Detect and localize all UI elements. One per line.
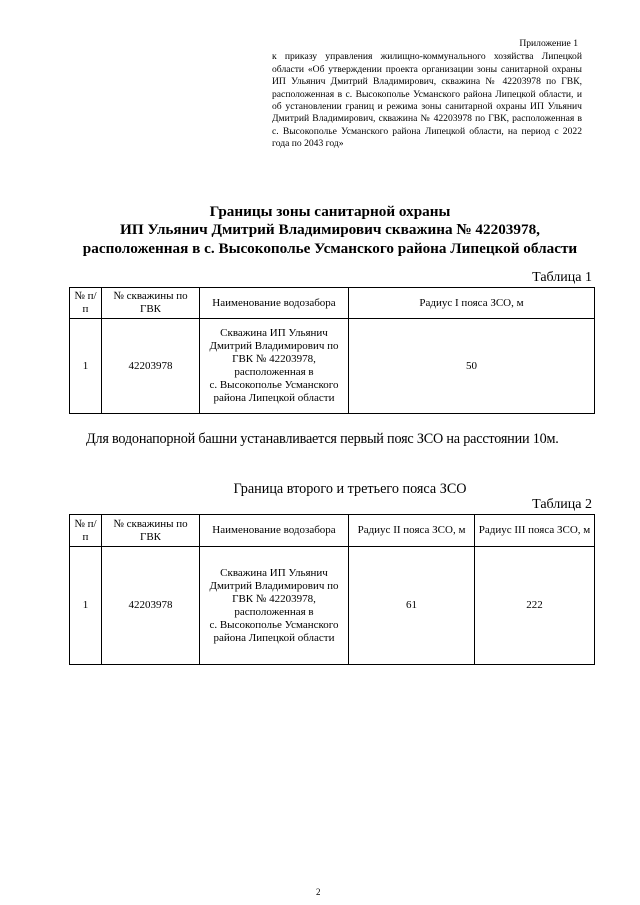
appendix-heading: Приложение 1 [519,38,578,49]
document-title [30,203,630,258]
page-number: 2 [316,887,321,897]
section-subtitle: Граница второго и третьего пояса ЗСО [233,481,467,497]
table2-header-well: № скважины по ГВК [102,515,200,547]
table2-caption: Таблица 2 [532,497,592,512]
table2-header-radius3: Радиус III пояса ЗСО, м [475,515,595,547]
appendix-block [272,38,582,151]
table2-header-num: № п/п [70,515,102,547]
table2-header-radius2: Радиус II пояса ЗСО, м [349,515,475,547]
name-line: ГВК № 42203978, [232,353,316,365]
table1-caption: Таблица 1 [532,270,592,285]
name-line: района Липецкой области [213,392,335,404]
table1-cell-num: 1 [70,319,102,414]
table1-header-row [70,288,595,319]
appendix-text: к приказу управления жилищно-коммунального хозяйства Липецкой области «Об утверждении проекта организации зоны санитарной охраны ИП Ульянич Дмитрий Владимирович, скважина № 42203978 по ГВК, расположенная в с. Высокополье Усманского района Липецкой области, и об установлении границ и режима зоны санитарной охраны ИП Ульянич Дмитрий Владимирович, скважина № 42203978 по ГВК, расположенная в с. Высокополье Усманского района Липецкой области, на период с 2022 года по 2043 год» [272,51,582,150]
table1-header-name: Наименование водозабора [200,288,349,319]
table2-cell-name [200,547,349,665]
table1-cell-name [200,319,349,414]
table1-header-num: № п/п [70,288,102,319]
name-line: расположенная в [234,366,314,378]
table-row [70,319,595,414]
name-line: района Липецкой области [213,631,335,644]
name-line: расположенная в [234,605,314,618]
name-line: ГВК № 42203978, [232,592,316,605]
name-line: Дмитрий Владимирович по [209,579,339,592]
table1-header-well: № скважины по ГВК [102,288,200,319]
table2-cell-well: 42203978 [102,547,200,665]
table1-cell-well: 42203978 [102,319,200,414]
table2-cell-num: 1 [70,547,102,665]
table-row [70,547,595,665]
name-line: с. Высокополье Усманского [209,379,339,391]
table2-cell-radius3: 222 [475,547,595,665]
tower-note: Для водонапорной башни устанавливается первый пояс ЗСО на расстоянии 10м. [86,431,559,447]
title-line-3: расположенная в с. Высокополье Усманского района Липецкой области [82,239,578,257]
table2-cell-radius2: 61 [349,547,475,665]
title-line-1: Границы зоны санитарной охраны [209,203,451,220]
table1-header-radius1: Радиус I пояса ЗСО, м [349,288,595,319]
table2-header-row [70,515,595,547]
name-line: Скважина ИП Ульянич [220,566,328,579]
name-line: с. Высокополье Усманского [209,618,339,631]
table1-cell-radius1: 50 [349,319,595,414]
table2-header-name: Наименование водозабора [200,515,349,547]
table-2 [69,514,595,665]
table-1 [69,287,595,414]
name-line: Скважина ИП Ульянич [220,327,328,339]
title-line-2: ИП Ульянич Дмитрий Владимирович скважина № 42203978, [120,221,540,239]
name-line: Дмитрий Владимирович по [209,340,339,352]
